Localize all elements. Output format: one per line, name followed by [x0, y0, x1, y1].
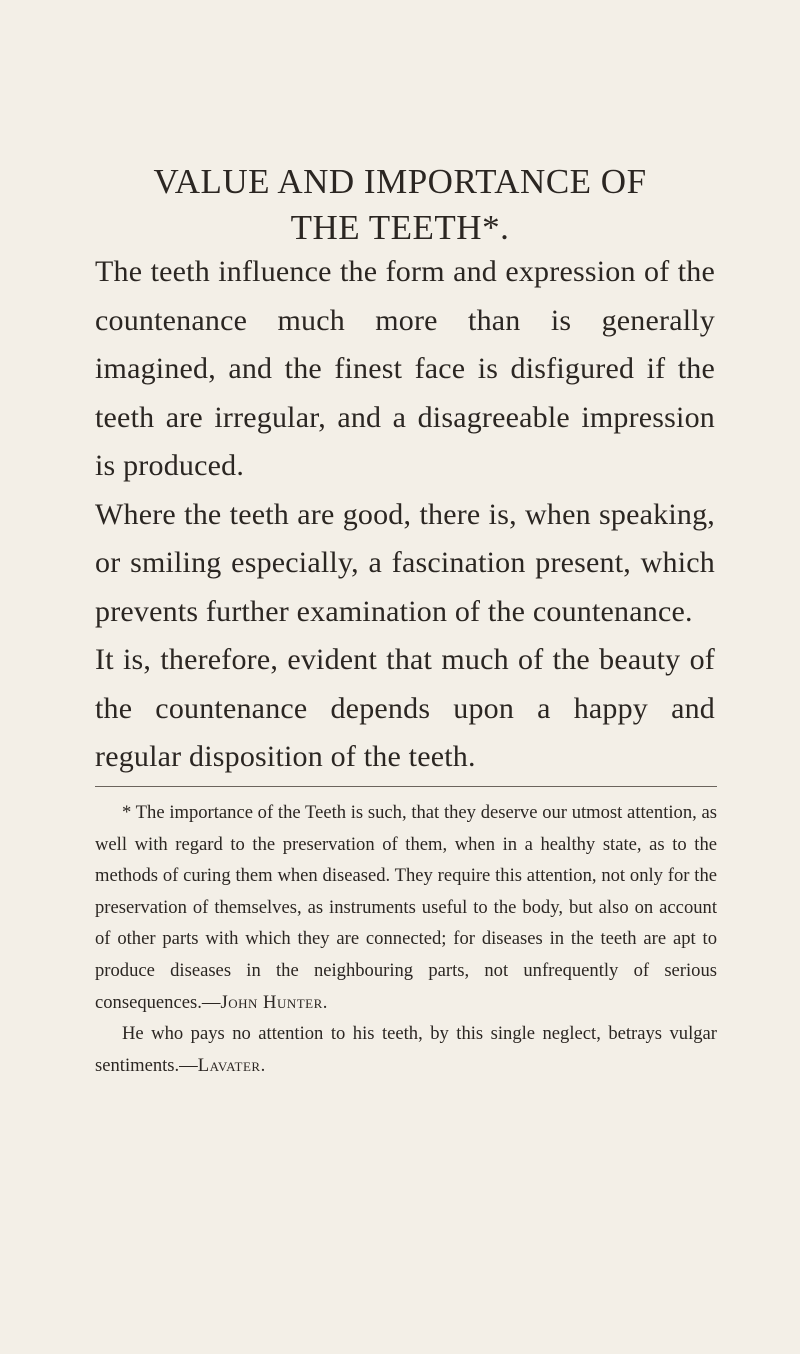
main-text	[95, 248, 715, 782]
paragraph-3: It is, therefore, evident that much of the beauty of the countenance depends upon a happy and regular disposition of the teeth.	[95, 643, 715, 773]
footnote-1	[95, 797, 717, 1018]
paragraph-2: Where the teeth are good, there is, when speaking, or smiling especially, a fascination present, which prevents further examination of the countenance.	[95, 497, 715, 628]
footnote-2-author: Lavater.	[197, 1054, 266, 1076]
footnote-2-text: He who pays no attention to his teeth, by this single neglect, betrays vulgar sentiments.—	[95, 1023, 717, 1076]
footnote-1-author: John Hunter.	[220, 991, 328, 1013]
footnotes	[95, 797, 717, 1081]
footnote-2	[95, 1018, 717, 1081]
footnote-1-text: * The importance of the Teeth is such, that they deserve our utmost attention, as well with regard to the preservation of them, when in a healthy state, as to the methods of curing them when diseased. They require this attention, not only for the preservation of themselves, as instruments useful to the body, but also on account of other parts with which they are connected; for diseases in the teeth are apt to produce diseases in the neighbouring parts, not unfrequently of serious consequences.—	[95, 802, 717, 1013]
footnote-divider	[95, 786, 717, 787]
title-line-1: VALUE AND IMPORTANCE OF	[153, 162, 647, 201]
title-line-2: THE TEETH*.	[290, 208, 510, 247]
paragraph-1: The teeth influence the form and expression of the countenance much more than is generally imagined, and the finest face is disfigured if the teeth are irregular, and a disagreeable impression is produced.	[95, 255, 715, 482]
